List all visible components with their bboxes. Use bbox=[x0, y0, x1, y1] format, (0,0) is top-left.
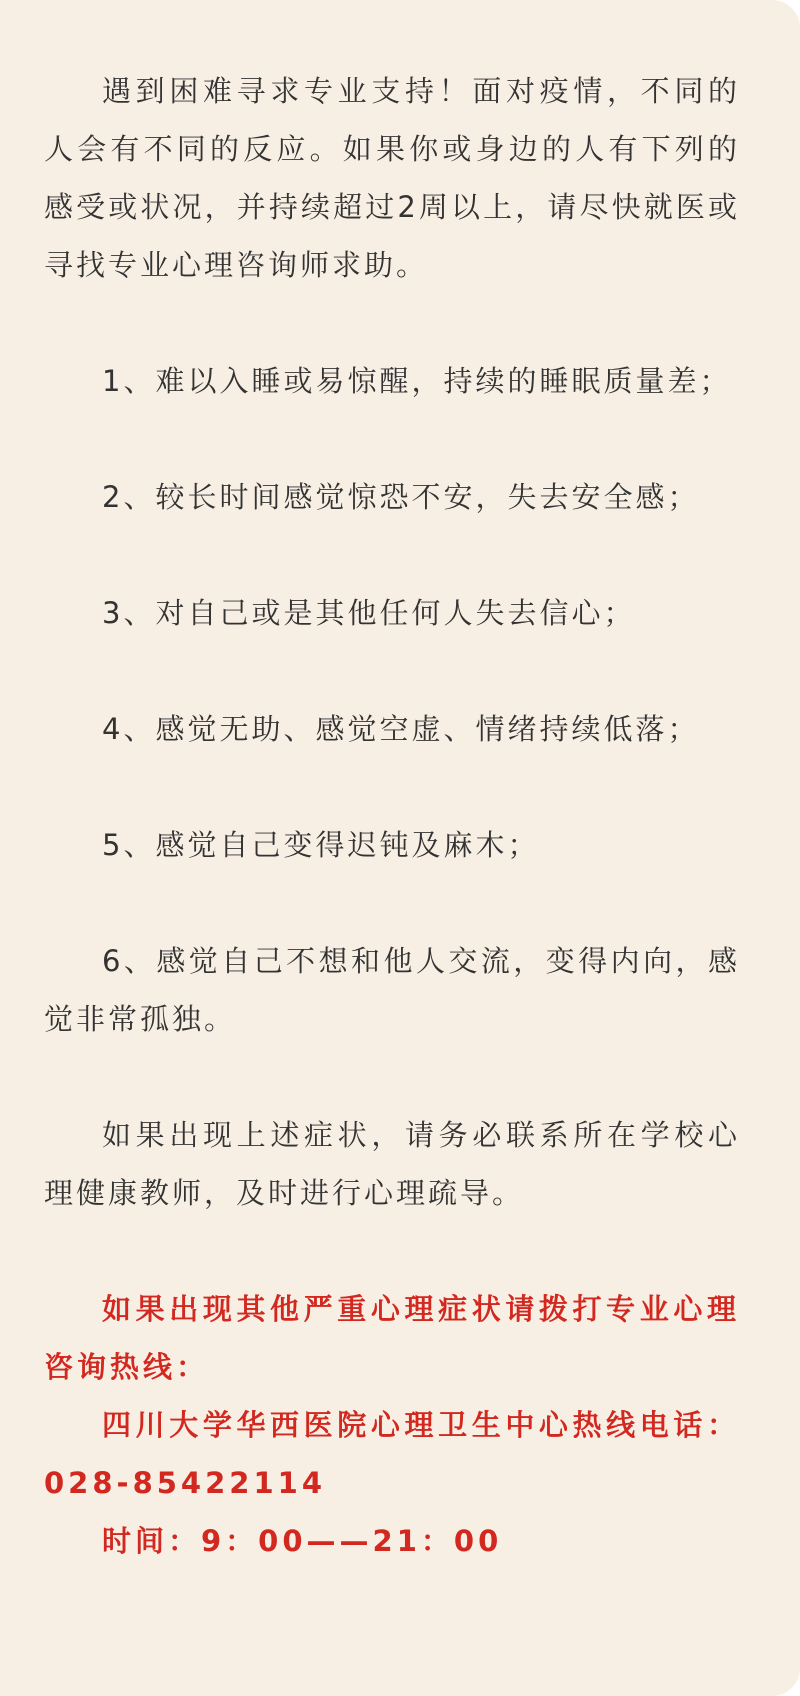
symptom-item-1: 1、难以入睡或易惊醒，持续的睡眠质量差； bbox=[102, 364, 732, 398]
intro-paragraph: 遇到困难寻求专业支持！面对疫情，不同的人会有不同的反应。如果你或身边的人有下列的感受或状况，并持续超过2周以上，请尽快就医或寻找专业心理咨询师求助。 bbox=[44, 74, 740, 282]
symptom-item-6: 6、感觉自己不想和他人交流，变得内向，感觉非常孤独。 bbox=[44, 944, 740, 1036]
hotline-center: 四川大学华西医院心理卫生中心热线电话：028-85422114 bbox=[44, 1408, 740, 1500]
hotline-hours: 时间：9：00——21：00 bbox=[102, 1524, 503, 1558]
advice-paragraph: 如果出现上述症状，请务必联系所在学校心理健康教师，及时进行心理疏导。 bbox=[44, 1118, 740, 1210]
symptom-item-4: 4、感觉无助、感觉空虚、情绪持续低落； bbox=[102, 712, 700, 746]
symptom-item-3: 3、对自己或是其他任何人失去信心； bbox=[102, 596, 636, 630]
symptom-item-5: 5、感觉自己变得迟钝及麻木； bbox=[102, 828, 540, 862]
symptom-item-2: 2、较长时间感觉惊恐不安，失去安全感； bbox=[102, 480, 700, 514]
hotline-intro: 如果出现其他严重心理症状请拨打专业心理咨询热线： bbox=[44, 1292, 740, 1384]
